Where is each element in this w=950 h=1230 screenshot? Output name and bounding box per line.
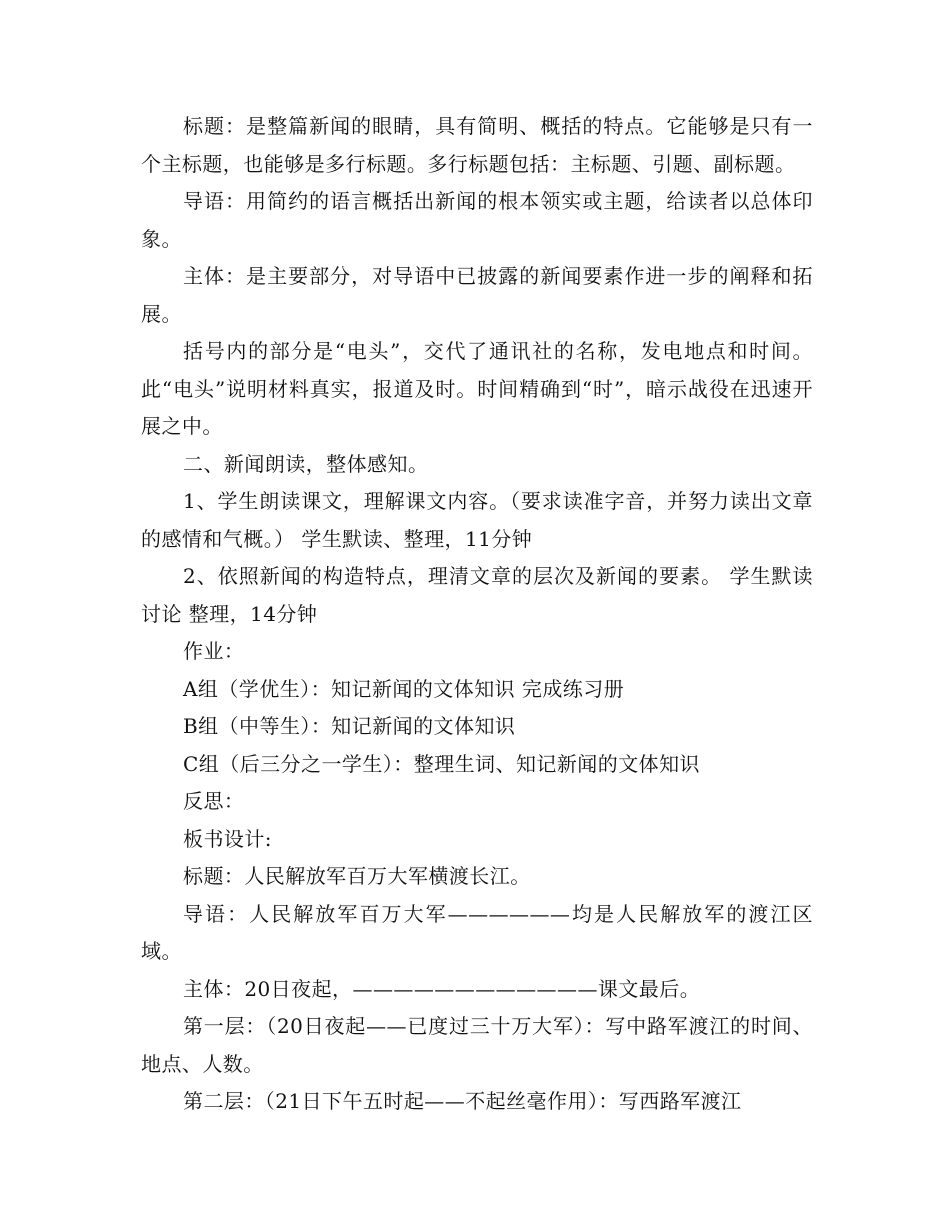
paragraph-dateline: 括号内的部分是“电头”，交代了通讯社的名称，发电地点和时间。此“电头”说明材料真实，报道及时。时间精确到“时”，暗示战役在迅速开展之中。 [141,339,813,438]
homework-group-b: B组（中等生）：知记新闻的文体知识 [183,714,516,738]
board-lead: 导语：人民解放军百万大军——————均是人民解放军的渡江区域。 [141,901,813,963]
paragraph-step-2: 2、依照新闻的构造特点，理清文章的层次及新闻的要素。 学生默读 讨论 整理，14分钟 [141,564,813,626]
homework-group-a: A组（学优生）：知记新闻的文体知识 完成练习册 [183,676,625,701]
paragraph-body-definition: 主体：是主要部分，对导语中已披露的新闻要素作进一步的阐释和拓展。 [141,264,813,326]
paragraph-lead-definition: 导语：用简约的语言概括出新闻的根本领实或主题，给读者以总体印象。 [141,189,813,251]
board-design-heading: 板书设计: [183,826,272,851]
board-layer-1: 第一层：（20日夜起——已度过三十万大军）：写中路军渡江的时间、地点、人数。 [141,1014,813,1076]
board-body: 主体：20日夜起，————————————课文最后。 [183,976,701,1001]
homework-heading: 作业： [183,639,245,663]
paragraph-title-definition: 标题：是整篇新闻的眼睛，具有简明、概括的特点。它能够是只有一个主标题，也能够是多行标题。多行标题包括：主标题、引题、副标题。 [141,114,813,176]
reflection-heading: 反思： [183,789,245,813]
paragraph-step-1: 1、学生朗读课文，理解课文内容。（要求读准字音，并努力读出文章的感情和气概。） 学生默读、整理，11分钟 [141,489,813,551]
board-layer-2: 第二层：（21日下午五时起——不起丝毫作用）：写西路军渡江 [183,1089,742,1113]
section-heading-reading: 二、新闻朗读，整体感知。 [183,451,429,476]
board-title: 标题：人民解放军百万大军横渡长江。 [183,864,531,888]
document-page [141,108,813,1121]
homework-group-c: C组（后三分之一学生）：整理生词、知记新闻的文体知识 [183,751,701,776]
